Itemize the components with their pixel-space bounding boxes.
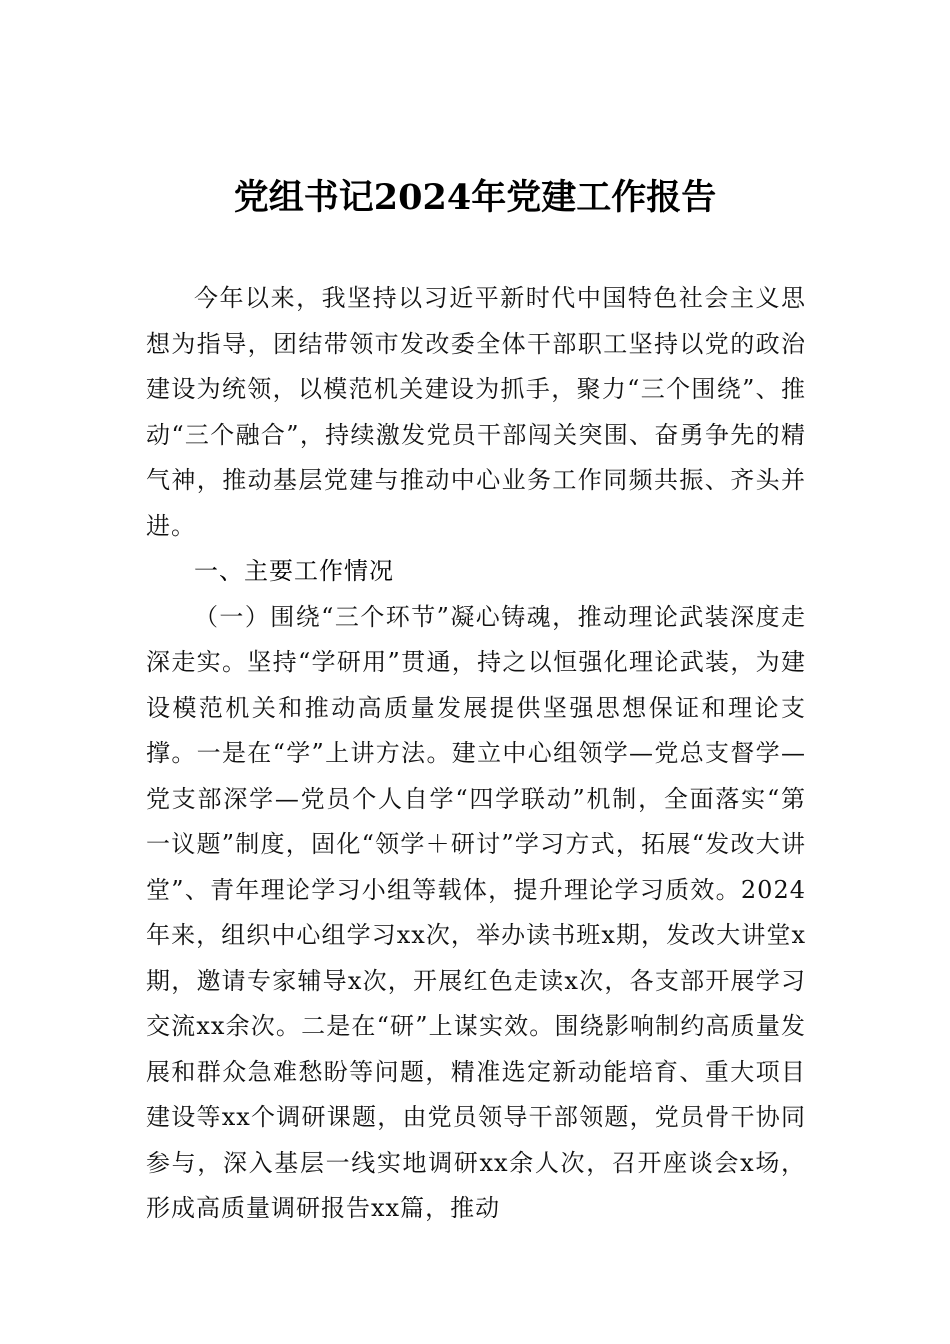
section-paragraph: （一）围绕“三个环节”凝心铸魂，推动理论武装深度走深走实。坚持“学研用”贯通，持之以恒强化理论武装，为建设模范机关和推动高质量发展提供坚强思想保证和理论支撑。一是在“学”上讲方法。建立中心组领学—党总支督学—党支部深学—党员个人自学“四学联动”机制，全面落实“第一议题”制度，固化“领学＋研讨”学习方式，拓展“发改大讲堂”、青年理论学习小组等载体，提升理论学习质效。2024年来，组织中心组学习xx次，举办读书班x期，发改大讲堂x期，邀请专家辅导x次，开展红色走读x次，各支部开展学习交流xx余次。二是在“研”上谋实效。围绕影响制约高质量发展和群众急难愁盼等问题，精准选定新动能培育、重大项目建设等xx个调研课题，由党员领导干部领题，党员骨干协同参与，深入基层一线实地调研xx余人次，召开座谈会x场，形成高质量调研报告xx篇，推动: [146, 602, 806, 1222]
document-title: 党组书记2024年党建工作报告: [233, 177, 717, 218]
document-body: [146, 276, 806, 1232]
intro-paragraph: 今年以来，我坚持以习近平新时代中国特色社会主义思想为指导，团结带领市发改委全体干部职工坚持以党的政治建设为统领，以模范机关建设为抓手，聚力“三个围绕”、推动“三个融合”，持续激发党员干部闯关突围、奋勇争先的精气神，推动基层党建与推动中心业务工作同频共振、齐头并进。: [146, 284, 806, 540]
section-heading: 一、主要工作情况: [194, 557, 394, 585]
